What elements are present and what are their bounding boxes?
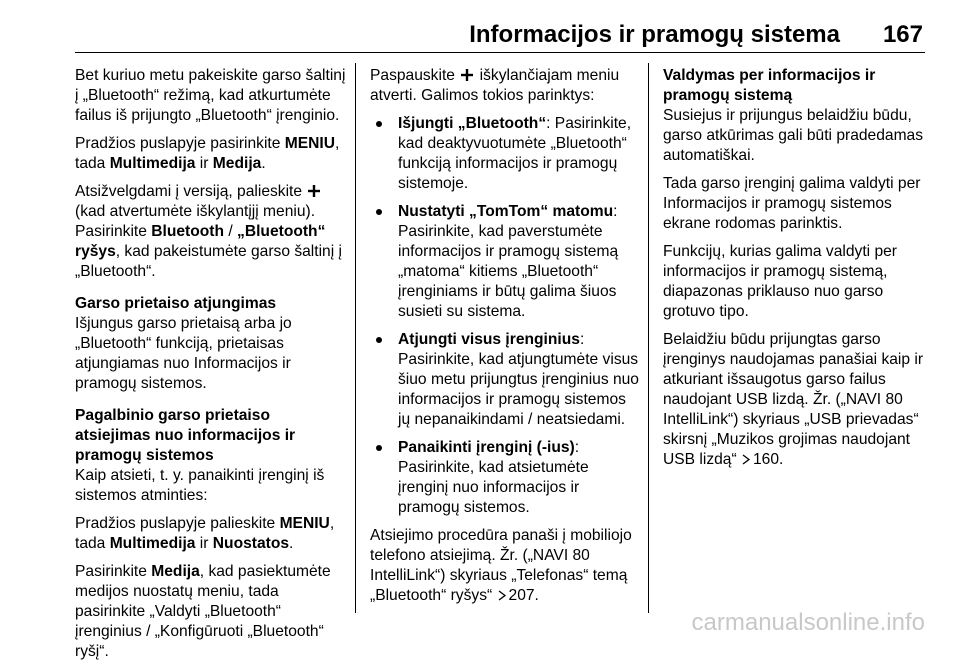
menu-term: Medija [151,563,200,580]
options-list [370,114,640,518]
page-reference-icon [498,590,506,601]
section-heading: Valdymas per informacijos ir pramogų sistemą [663,67,876,104]
menu-term: Medija [212,155,262,172]
list-item: Atjungti visus įrenginius: Pasirinkite, kad atjungtumėte visus šiuo metu prijungtus įrenginius nuo informacijos ir pramogų sistemos jų nepanaikindami / neatsiedami. [370,330,640,430]
section-heading: Garso prietaiso atjungimas [75,295,277,312]
bullet-icon [376,121,382,127]
page-reference[interactable]: 160. [753,451,784,468]
menu-term: Bluetooth [151,223,225,240]
paragraph: Pradžios puslapyje pasirinkite MENIU, tada Multimedija ir Medija. [75,135,340,172]
page-reference[interactable]: 207. [508,587,539,604]
section-heading: Pagalbinio garso prietaiso atsiejimas nuo informacijos ir pramogų sistemos [75,407,296,464]
menu-term: MENIU [279,515,330,532]
paragraph: Belaidžiu būdu prijungtas garso įrenginys naudojamas panašiai kaip ir atkuriant išsaugotus garso failus naudojant USB lizdą. Žr. („NAVI 80 IntelliLink“) skyriaus „USB prievadas“ skirsnį „Muzikos grojimas naudojant USB lizdą“ 160. [663,331,924,468]
menu-term: Nuostatos [212,535,290,552]
list-item: Nustatyti „TomTom“ matomu: Pasirinkite, kad paverstumėte informacijos ir pramogų sistemą „matoma“ kitiems „Bluetooth“ įrenginiams ir būtų galima šiuos susieti su sistema. [370,202,640,322]
plus-icon [308,185,320,197]
paragraph: Atsiejimo procedūra panaši į mobiliojo telefono atsiejimą. Žr. („NAVI 80 IntelliLink“) skyriaus „Telefonas“ temą „Bluetooth“ ryšys“ 207. [370,527,632,604]
menu-term: Multimedija [109,155,196,172]
paragraph: Funkcijų, kurias galima valdyti per informacijos ir pramogų sistemą, diapazonas priklauso nuo garso grotuvo tipo. [663,243,897,320]
paragraph: Tada garso įrenginį galima valdyti per Informacijos ir pramogų sistemos ekrane rodomas parinktis. [663,175,921,232]
menu-term: Multimedija [109,535,196,552]
paragraph: Pasirinkite Medija, kad pasiektumėte medijos nuostatų meniu, tada pasirinkite „Valdyti „Bluetooth“ įrenginius / „Konfigūruoti „Bluetooth“ ryšį“. [75,563,331,660]
column-left [75,66,347,670]
list-item: Išjungti „Bluetooth“: Pasirinkite, kad deaktyvuotumėte „Bluetooth“ funkciją informacijos ir pramogų sistemoje. [370,114,640,194]
header-divider [75,52,925,53]
page-title: Informacijos ir pramogų sistema [469,21,840,48]
paragraph: Išjungus garso prietaisą arba jo „Bluetooth“ funkciją, prietaisas atjungiamas nuo Informacijos ir pramogų sistemos. [75,315,292,392]
menu-term: „Bluetooth“ ryšys [75,223,326,260]
column-middle [370,66,640,614]
paragraph: Susiejus ir prijungus belaidžiu būdu, garso atkūrimas gali būti pradedamas automatiškai. [663,107,924,164]
paragraph: Paspauskite iškylančiajam meniu atverti. Galimos tokios parinktys: [370,67,620,104]
paragraph: Atsižvelgdami į versiją, palieskite (kad atvertumėte iškylantįjį meniu). Pasirinkite Bluetooth / „Bluetooth“ ryšys, kad pakeistumėte garso šaltinį į „Bluetooth“. [75,183,342,280]
bullet-icon [376,445,382,451]
column-right [663,66,938,478]
plus-icon [461,69,473,81]
paragraph: Pradžios puslapyje palieskite MENIU, tada Multimedija ir Nuostatos. [75,515,335,552]
watermark: carmanualsonline.info [691,609,925,636]
column-divider [355,63,356,613]
list-item: Panaikinti įrenginį (-ius): Pasirinkite, kad atsietumėte įrenginį nuo informacijos ir pramogų sistemos. [370,438,640,518]
menu-term: MENIU [284,135,336,152]
paragraph: Bet kuriuo metu pakeiskite garso šaltinį į „Bluetooth“ režimą, kad atkurtumėte failus iš prijungto „Bluetooth“ įrenginio. [75,67,346,124]
bullet-icon [376,209,382,215]
page-number: 167 [882,21,923,48]
page-reference-icon [742,454,750,465]
column-divider [648,63,649,613]
bullet-icon [376,337,382,343]
paragraph: Kaip atsieti, t. y. panaikinti įrenginį iš sistemos atminties: [75,467,325,504]
